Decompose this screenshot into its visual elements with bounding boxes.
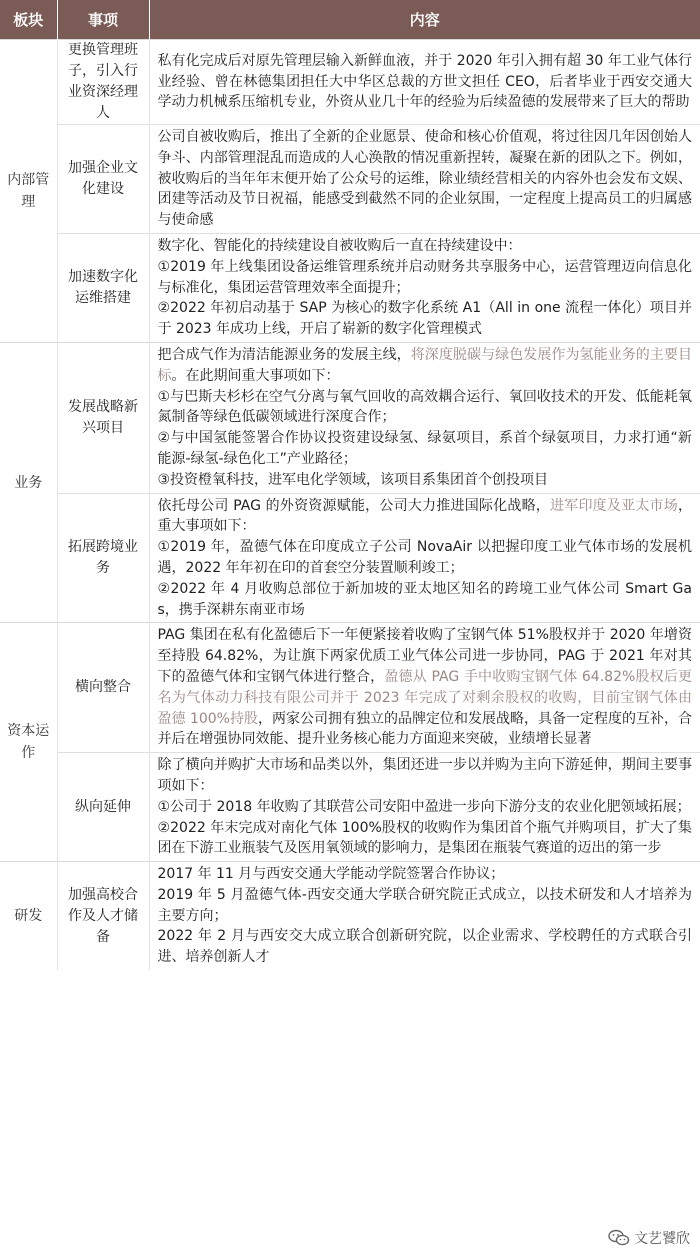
item-content: [149, 753, 700, 862]
section-cell-capital: 资本运作: [0, 623, 57, 862]
item-content: [149, 862, 700, 970]
item-title: 拓展跨境业务: [57, 493, 149, 623]
intro-text: 把合成气作为清洁能源业务的发展主线，: [157, 346, 411, 363]
intro-text: 。在此期间重大事项如下：: [171, 367, 340, 384]
content-line: ②与中国氢能签署合作协议投资建设绿氢、绿氨项目，系首个绿氨项目，力求打通“新能源-绿氢-绿色化工”产业路径；: [157, 430, 692, 467]
header-section: 板块: [0, 0, 57, 40]
content-line: 数字化、智能化的持续建设自被收购后一直在持续建设中：: [157, 237, 522, 254]
section-cell-internal: 内部管理: [0, 40, 57, 343]
item-content: [149, 342, 700, 493]
content-intro: [158, 345, 693, 387]
content-line: ②2022 年初启动基于 SAP 为核心的数字化系统 A1（All in one 流程一体化）项目并于 2023 年成功上线，开启了崭新的数字化管理模式: [157, 300, 692, 338]
intro-text: ，重大事项如下：: [157, 497, 692, 535]
content-line: 除了横向并购扩大市场和品类以外，集团还进一步以并购为主向下游延伸，期间主要事项如下：: [157, 757, 692, 794]
content-line: 2019 年 5 月盈德气体-西安交通大学联合研究院正式成立，以技术研发和人才培养为主要方向；: [157, 886, 692, 924]
watermark: [606, 1228, 692, 1248]
item-title: 发展战略新兴项目: [57, 342, 149, 493]
section-cell-rnd: 研发: [0, 862, 57, 970]
table-row: [0, 493, 700, 623]
content-line: ①公司于 2018 年收购了其联营公司安阳中盈进一步向下游分支的农业化肥领域拓展；: [157, 798, 691, 815]
content-line: 2017 年 11 月与西安交通大学能动学院签署合作协议；: [157, 866, 505, 883]
item-content: 公司自被收购后，推出了全新的企业愿景、使命和核心价值观，将过往因几年因创始人争斗、内部管理混乱而造成的人心涣散的情况重新捏转，凝聚在新的团队之下。例如，被收购后的当年年末便开始了公众号的运维，除业绩经营相关的内容外也会发布文娱、团建等活动及节日祝福，能感受到截然不同的企业氛围，一定程度上提高员工的归属感与使命感: [149, 125, 700, 234]
content-text: ，两家公司拥有独立的品牌定位和发展战略，具备一定程度的互补，合并后在增强协同效能、提升业务核心能力方面迎来突破，业绩增长显著: [157, 710, 692, 748]
section-cell-business: 业务: [0, 342, 57, 622]
intro-text: 依托母公司 PAG 的外资资源赋能，公司大力推进国际化战略，: [157, 497, 551, 514]
item-title: 加强企业文化建设: [57, 125, 149, 234]
item-title: 横向整合: [57, 623, 149, 753]
watermark-text: 文艺饕欣: [634, 1231, 690, 1247]
item-title: 纵向延伸: [57, 753, 149, 862]
content-line: ①与巴斯夫杉杉在空气分离与氧气回收的高效耦合运行、氧回收技术的开发、低能耗氧氮制备等绿色低碳领域进行深度合作；: [157, 388, 692, 426]
item-content: [149, 623, 700, 753]
table-row: [0, 125, 700, 234]
item-title: 加强高校合作及人才储备: [57, 862, 149, 970]
item-content: [149, 493, 700, 623]
table-row: [0, 623, 700, 753]
item-content: 私有化完成后对原先管理层输入新鲜血液，并于 2020 年引入拥有超 30 年工业气体行业经验、曾在林德集团担任大中华区总裁的方世文担任 CEO，后者毕业于西安交通大学动力机械系压缩机专业，外资从业几十年的经验为后续盈德的发展带来了巨大的帮助: [149, 40, 700, 125]
content-line: ①2019 年，盈德气体在印度成立子公司 NovaAir 以把握印度工业气体市场的发展机遇，2022 年年初在印的首套空分装置顺利竣工；: [157, 539, 692, 576]
table-row: [0, 342, 700, 493]
content-line: ③投资橙氧科技，进军电化学领域，该项目系集团首个创投项目: [157, 471, 549, 488]
highlighted-text: 盈德从 PAG 手中收购宝钢气体 64.82%股权后更名为气体动力科技有限公司并于 2023 年完成了对剩余股权的收购，目前宝钢气体由盈德 100%持股: [157, 668, 692, 727]
item-content: [149, 233, 700, 342]
table-row: [0, 862, 700, 970]
header-item: 事项: [57, 0, 149, 40]
content-line: ②2022 年 4 月收购总部位于新加坡的亚太地区知名的跨境工业气体公司 Smart Gas，携手深耕东南亚市场: [157, 580, 692, 618]
header-content: 内容: [149, 0, 700, 40]
table-row: [0, 40, 700, 125]
content-line: ②2022 年末完成对南化气体 100%股权的收购作为集团首个瓶气并购项目，扩大了集团在下游工业瓶装气及医用氧领域的影响力，是集团在瓶装气赛道的迈出的第一步: [157, 819, 692, 857]
content-line: 2022 年 2 月与西安交大成立联合创新研究院，以企业需求、学校聘任的方式联合引进、培养创新人才: [157, 928, 692, 966]
content-intro: [158, 496, 693, 538]
highlighted-text: 将深度脱碳与绿色发展作为氢能业务的主要目标: [157, 346, 693, 384]
table-row: [0, 753, 700, 862]
table-row: [0, 233, 700, 342]
highlighted-text: 进军印度及亚太市场: [550, 497, 678, 514]
content-line: ①2019 年上线集团设备运维管理系统并启动财务共享服务中心，运营管理迈向信息化与标准化，集团运营管理效率全面提升；: [157, 258, 692, 296]
item-title: 更换管理班子，引入行业资深经理人: [57, 40, 149, 125]
content-text: PAG 集团在私有化盈德后下一年便紧接着收购了宝钢气体 51%股权并于 2020 年增资至持股 64.82%，为让旗下两家优质工业气体公司进一步协同，PAG 于 2021 年对其下的盈德气体和宝钢气体进行整合，: [157, 627, 692, 685]
table-header-row: [0, 0, 700, 40]
wechat-icon: [608, 1229, 630, 1247]
item-title: 加速数字化运维搭建: [57, 233, 149, 342]
